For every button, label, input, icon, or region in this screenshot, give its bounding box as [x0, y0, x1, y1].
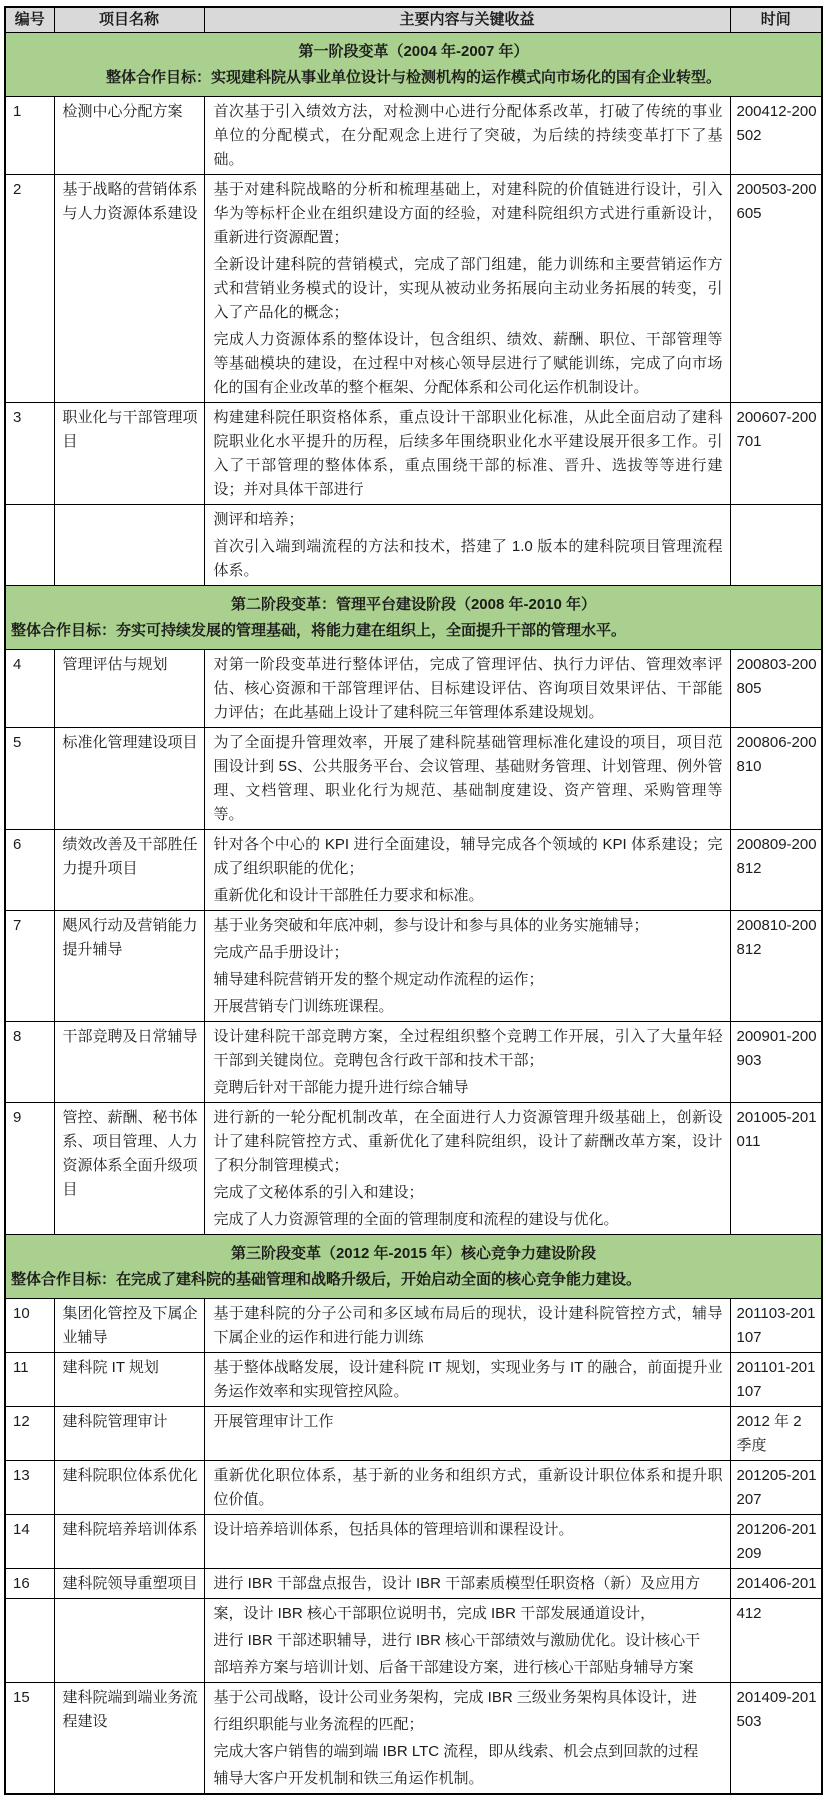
section-title: 第三阶段变革（2012 年-2015 年）核心竞争力建设阶段 [230, 1245, 597, 1262]
content-paragraph: 进行 IBR 干部盘点报告，设计 IBR 干部素质模型任职资格（新）及应用方 [213, 1575, 701, 1592]
section-row [5, 586, 822, 650]
content-cell [204, 1407, 730, 1461]
row-number: 3 [5, 403, 54, 505]
content-paragraph: 基于对建科院战略的分析和梳理基础上，对建科院的价值链进行设计，引入华为等标杆企业在组织建设方面的经验，对建科院组织方式进行重新设计，重新进行资源配置； [213, 181, 723, 246]
table-row [5, 1683, 822, 1795]
row-number: 11 [5, 1353, 54, 1407]
row-number: 9 [5, 1103, 54, 1235]
section-title: 第二阶段变革：管理平台建设阶段（2008 年-2010 年） [230, 596, 597, 613]
content-paragraph: 竞聘后针对干部能力提升进行综合辅导 [213, 1079, 469, 1096]
project-name-cell: 检测中心分配方案 [54, 97, 204, 175]
content-paragraph: 对第一阶段变革进行整体评估，完成了管理评估、执行力评估、管理效率评估、核心资源和干部管理评估、目标建设评估、咨询项目效果评估、干部能力评估；在此基础上设计了建科院三年管理体系建设规划。 [213, 656, 723, 721]
content-cell [204, 1569, 730, 1599]
content-cell [204, 1599, 730, 1683]
time-cell: 200806-200810 [730, 728, 822, 830]
table-row [5, 505, 822, 586]
time-cell: 201409-201503 [730, 1683, 822, 1795]
header-cell: 主要内容与关键收益 [204, 7, 730, 33]
row-number: 12 [5, 1407, 54, 1461]
row-number: 14 [5, 1515, 54, 1569]
project-name-cell: 标准化管理建设项目 [54, 728, 204, 830]
section-goal: 整体合作目标：夯实可持续发展的管理基础，将能力建在组织上，全面提升干部的管理水平。 [11, 622, 627, 639]
row-number: 8 [5, 1022, 54, 1103]
section-goal: 整体合作目标：在完成了建科院的基础管理和战略升级后，开始启动全面的核心竞争能力建设。 [11, 1271, 642, 1288]
time-cell: 2012 年 2 季度 [730, 1407, 822, 1461]
content-paragraph: 测评和培养； [213, 511, 304, 528]
section-row [5, 33, 822, 97]
table-row [5, 1461, 822, 1515]
content-cell [204, 830, 730, 911]
row-number: 7 [5, 911, 54, 1022]
table-row [5, 1515, 822, 1569]
project-name-cell: 职业化与干部管理项目 [54, 403, 204, 505]
content-cell [204, 97, 730, 175]
content-paragraph: 部培养方案与培训计划、后备干部建设方案，进行核心干部贴身辅导方案 [213, 1659, 694, 1676]
table-row [5, 650, 822, 728]
project-name-cell: 建科院职位体系优化 [54, 1461, 204, 1515]
section-goal: 整体合作目标：实现建科院从事业单位设计与检测机构的运作模式向市场化的国有企业转型。 [105, 69, 721, 86]
project-name-cell: 飓风行动及营销能力提升辅导 [54, 911, 204, 1022]
table-body [5, 33, 822, 1795]
row-number: 2 [5, 175, 54, 403]
row-number: 16 [5, 1569, 54, 1599]
time-cell: 201205-201207 [730, 1461, 822, 1515]
content-cell [204, 1022, 730, 1103]
row-number: 10 [5, 1299, 54, 1353]
table-row [5, 403, 822, 505]
content-paragraph: 完成了文秘体系的引入和建设； [213, 1184, 424, 1201]
content-cell [204, 1683, 730, 1795]
header-cell: 项目名称 [54, 7, 204, 33]
content-cell [204, 1461, 730, 1515]
header-cell: 编号 [5, 7, 54, 33]
project-name-cell: 基于战略的营销体系与人力资源体系建设 [54, 175, 204, 403]
table-row [5, 1353, 822, 1407]
content-cell [204, 505, 730, 586]
project-name-cell [54, 505, 204, 586]
content-cell [204, 1353, 730, 1407]
content-paragraph: 基于业务突破和年底冲刺，参与设计和参与具体的业务实施辅导； [213, 917, 649, 934]
row-number [5, 1599, 54, 1683]
section-title: 第一阶段变革（2004 年-2007 年） [298, 43, 529, 60]
content-cell [204, 175, 730, 403]
table-row [5, 175, 822, 403]
project-name-cell: 管理评估与规划 [54, 650, 204, 728]
section-cell [5, 586, 822, 650]
content-paragraph: 辅导建科院营销开发的整个规定动作流程的运作； [213, 971, 544, 988]
row-number: 15 [5, 1683, 54, 1795]
time-cell: 200901-200903 [730, 1022, 822, 1103]
content-paragraph: 针对各个中心的 KPI 进行全面建设，辅导完成各个领域的 KPI 体系建设；完成了组织职能的优化； [213, 836, 723, 877]
time-cell [730, 505, 822, 586]
content-paragraph: 开展管理审计工作 [213, 1413, 334, 1430]
table-row [5, 1022, 822, 1103]
content-paragraph: 开展营销专门训练班课程。 [213, 998, 394, 1015]
row-number: 1 [5, 97, 54, 175]
row-number: 13 [5, 1461, 54, 1515]
section-cell [5, 1235, 822, 1299]
project-name-cell: 绩效改善及干部胜任力提升项目 [54, 830, 204, 911]
content-paragraph: 重新优化职位体系，基于新的业务和组织方式，重新设计职位体系和提升职位价值。 [213, 1467, 723, 1508]
project-name-cell: 建科院 IT 规划 [54, 1353, 204, 1407]
time-cell: 201103-201107 [730, 1299, 822, 1353]
content-paragraph: 构建建科院任职资格体系，重点设计干部职业化标准，从此全面启动了建科院职业化水平提升的历程，后续多年围绕职业化水平建设展开很多工作。引入了干部管理的整体体系，重点围绕干部的标准、晋升、选拔等等进行建设；并对具体干部进行 [213, 409, 723, 498]
row-number [5, 505, 54, 586]
content-cell [204, 650, 730, 728]
content-paragraph: 设计培养培训体系，包括具体的管理培训和课程设计。 [213, 1521, 574, 1538]
content-cell [204, 728, 730, 830]
project-name-cell: 建科院管理审计 [54, 1407, 204, 1461]
project-name-cell: 建科院领导重塑项目 [54, 1569, 204, 1599]
content-paragraph: 完成人力资源体系的整体设计，包含组织、绩效、薪酬、职位、干部管理等等基础模块的建设，在过程中对核心领导层进行了赋能训练，完成了向市场化的国有企业改革的整个框架、分配体系和公司化运作机制设计。 [213, 331, 723, 396]
time-cell: 200503-200605 [730, 175, 822, 403]
time-cell: 201206-201209 [730, 1515, 822, 1569]
content-paragraph: 首次基于引入绩效方法，对检测中心进行分配体系改革，打破了传统的事业单位的分配模式，在分配观念上进行了突破，为后续的持续变革打下了基础。 [213, 103, 723, 168]
content-paragraph: 为了全面提升管理效率，开展了建科院基础管理标准化建设的项目，项目范围设计到 5S、公共服务平台、会议管理、基础财务管理、计划管理、例外管理、文档管理、职业化行为规范、基础制度建设、资产管理、采购管理等等。 [213, 734, 723, 823]
content-paragraph: 进行新的一轮分配机制改革，在全面进行人力资源管理升级基础上，创新设计了建科院管控方式、重新优化了建科院组织，设计了薪酬改革方案，设计了积分制管理模式； [213, 1109, 723, 1174]
time-cell: 201005-201011 [730, 1103, 822, 1235]
content-paragraph: 首次引入端到端流程的方法和技术，搭建了 1.0 版本的建科院项目管理流程体系。 [213, 538, 723, 579]
row-number: 5 [5, 728, 54, 830]
table-row [5, 97, 822, 175]
time-cell: 200809-200812 [730, 830, 822, 911]
table-row [5, 1407, 822, 1461]
time-cell: 201406-201 [730, 1569, 822, 1599]
content-paragraph: 完成了人力资源管理的全面的管理制度和流程的建设与优化。 [213, 1211, 619, 1228]
content-paragraph: 重新优化和设计干部胜任力要求和标准。 [213, 887, 484, 904]
project-table [4, 6, 823, 1795]
content-cell [204, 1515, 730, 1569]
project-name-cell [54, 1599, 204, 1683]
table-row [5, 728, 822, 830]
time-cell: 201101-201107 [730, 1353, 822, 1407]
table-row [5, 1599, 822, 1683]
content-paragraph: 设计建科院干部竞聘方案，全过程组织整个竞聘工作开展，引入了大量年轻干部到关键岗位。竞聘包含行政干部和技术干部； [213, 1028, 723, 1069]
time-cell: 200810-200812 [730, 911, 822, 1022]
time-cell: 200803-200805 [730, 650, 822, 728]
row-number: 6 [5, 830, 54, 911]
content-paragraph: 案，设计 IBR 核心干部职位说明书，完成 IBR 干部发展通道设计， [213, 1605, 656, 1622]
table-row [5, 1103, 822, 1235]
header-cell: 时间 [730, 7, 822, 33]
table-row [5, 1299, 822, 1353]
section-row [5, 1235, 822, 1299]
content-paragraph: 辅导大客户开发机制和铁三角运作机制。 [213, 1770, 484, 1787]
table-header [5, 7, 822, 33]
time-cell: 200412-200502 [730, 97, 822, 175]
content-paragraph: 进行 IBR 干部述职辅导，进行 IBR 核心干部绩效与激励优化。设计核心干 [213, 1632, 701, 1649]
content-paragraph: 完成大客户销售的端到端 IBR LTC 流程，即从线索、机会点到回款的过程 [213, 1743, 699, 1760]
project-name-cell: 建科院端到端业务流程建设 [54, 1683, 204, 1795]
content-paragraph: 基于公司战略，设计公司业务架构，完成 IBR 三级业务架构具体设计，进 [213, 1689, 697, 1706]
project-name-cell: 集团化管控及下属企业辅导 [54, 1299, 204, 1353]
content-cell [204, 1103, 730, 1235]
row-number: 4 [5, 650, 54, 728]
content-cell [204, 403, 730, 505]
content-paragraph: 行组织职能与业务流程的匹配； [213, 1716, 424, 1733]
content-cell [204, 1299, 730, 1353]
content-paragraph: 全新设计建科院的营销模式，完成了部门组建，能力训练和主要营销运作方式和营销业务模式的设计，实现从被动业务拓展向主动业务拓展的转变，引入了产品化的概念； [213, 256, 723, 321]
table-row [5, 1569, 822, 1599]
content-paragraph: 基于建科院的分子公司和多区域布局后的现状，设计建科院管控方式，辅导下属企业的运作和进行能力训练 [213, 1305, 723, 1346]
table-row [5, 830, 822, 911]
time-cell: 200607-200701 [730, 403, 822, 505]
header-row [5, 7, 822, 33]
project-name-cell: 建科院培养培训体系 [54, 1515, 204, 1569]
time-cell: 412 [730, 1599, 822, 1683]
project-name-cell: 干部竞聘及日常辅导 [54, 1022, 204, 1103]
section-cell [5, 33, 822, 97]
content-cell [204, 911, 730, 1022]
content-paragraph: 完成产品手册设计； [213, 944, 349, 961]
table-row [5, 911, 822, 1022]
content-paragraph: 基于整体战略发展，设计建科院 IT 规划，实现业务与 IT 的融合，前面提升业务运作效率和实现管控风险。 [213, 1359, 723, 1400]
project-name-cell: 管控、薪酬、秘书体系、项目管理、人力资源体系全面升级项目 [54, 1103, 204, 1235]
